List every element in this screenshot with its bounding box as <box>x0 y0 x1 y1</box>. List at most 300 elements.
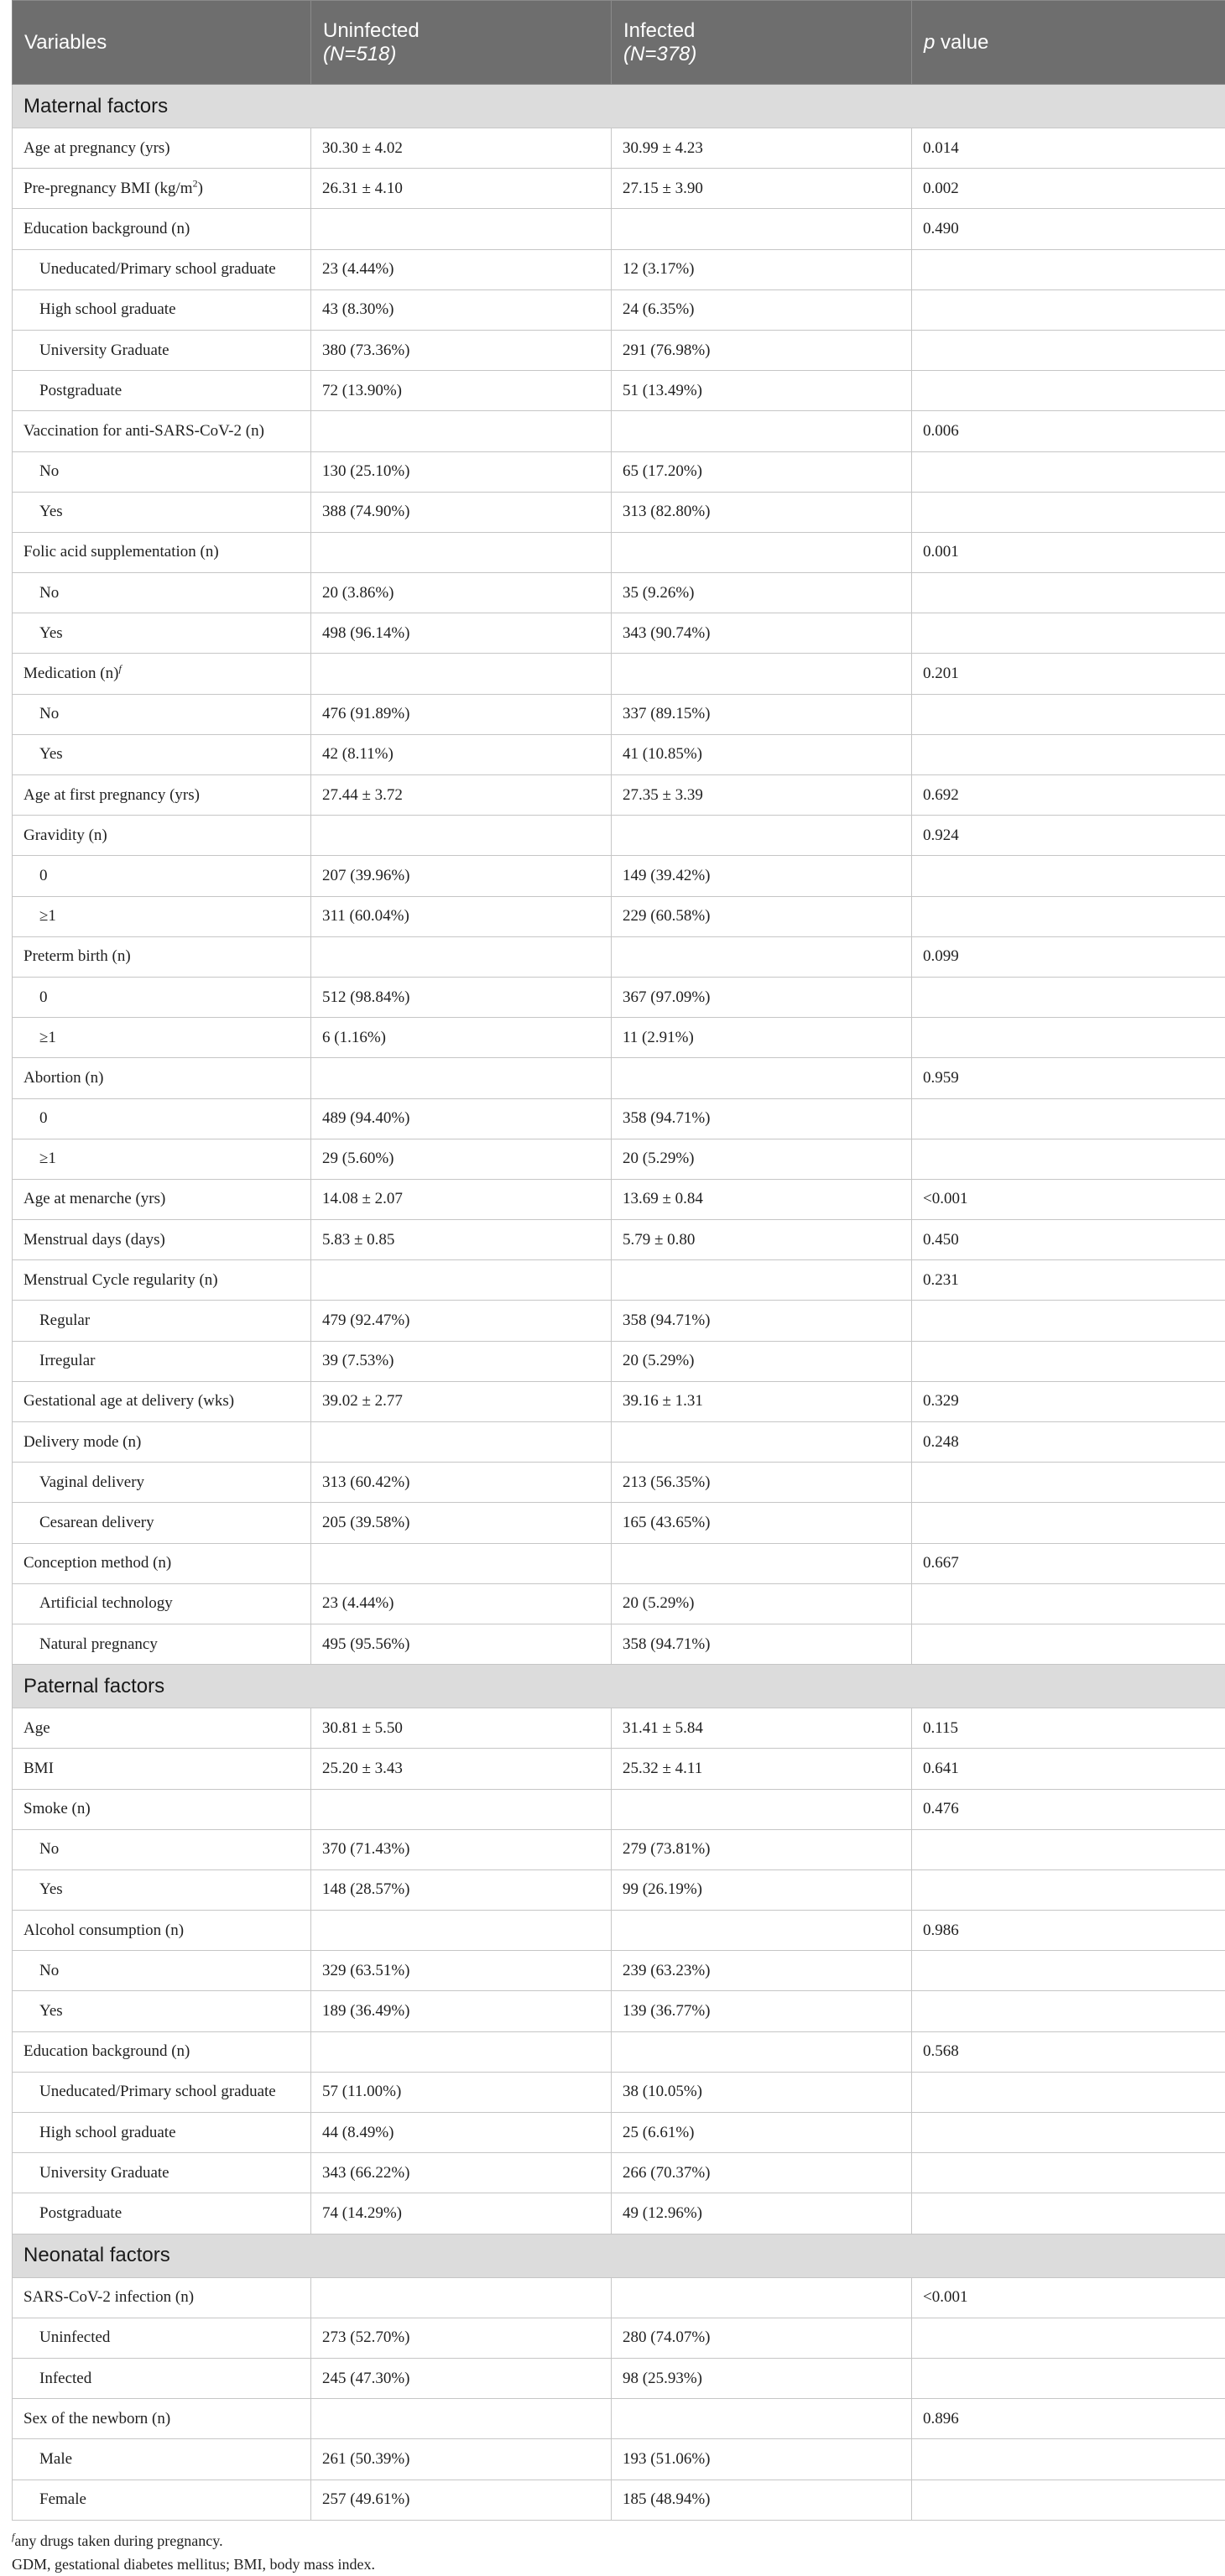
variable-cell: Menstrual days (days) <box>13 1220 311 1260</box>
uninfected-cell: 245 (47.30%) <box>311 2358 612 2398</box>
header-uninfected-n: (N=518) <box>323 43 396 65</box>
table-row <box>13 532 1225 572</box>
infected-cell <box>612 1260 912 1301</box>
p-value-cell: 0.896 <box>912 2399 1225 2439</box>
uninfected-cell: 23 (4.44%) <box>311 1583 612 1624</box>
table-row <box>13 896 1225 936</box>
variable-cell: No <box>13 1829 311 1869</box>
table-row <box>13 1789 1225 1829</box>
uninfected-cell: 43 (8.30%) <box>311 289 612 330</box>
infected-cell <box>612 1789 912 1829</box>
variable-cell: Uninfected <box>13 2318 311 2358</box>
uninfected-cell: 5.83 ± 0.85 <box>311 1220 612 1260</box>
table-row <box>13 573 1225 613</box>
infected-cell <box>612 1058 912 1098</box>
p-value-cell <box>912 330 1225 370</box>
infected-cell: 358 (94.71%) <box>612 1301 912 1341</box>
uninfected-cell: 29 (5.60%) <box>311 1139 612 1179</box>
uninfected-cell <box>311 2031 612 2072</box>
infected-cell: 20 (5.29%) <box>612 1139 912 1179</box>
infected-cell: 367 (97.09%) <box>612 977 912 1017</box>
variable-cell: University Graduate <box>13 330 311 370</box>
infected-cell: 5.79 ± 0.80 <box>612 1220 912 1260</box>
variable-cell: Infected <box>13 2358 311 2398</box>
table-row <box>13 1179 1225 1219</box>
infected-cell: 99 (26.19%) <box>612 1869 912 1910</box>
infected-cell: 139 (36.77%) <box>612 1991 912 2031</box>
table-header <box>13 1 1225 85</box>
variable-cell: Vaccination for anti-SARS-CoV-2 (n) <box>13 411 311 451</box>
infected-cell: 20 (5.29%) <box>612 1341 912 1381</box>
p-value-cell: 0.692 <box>912 775 1225 816</box>
uninfected-cell: 479 (92.47%) <box>311 1301 612 1341</box>
uninfected-cell <box>311 2277 612 2318</box>
uninfected-cell: 273 (52.70%) <box>311 2318 612 2358</box>
variable-cell: Age at pregnancy (yrs) <box>13 128 311 169</box>
uninfected-cell: 39 (7.53%) <box>311 1341 612 1381</box>
uninfected-cell: 72 (13.90%) <box>311 371 612 411</box>
uninfected-cell: 313 (60.42%) <box>311 1463 612 1503</box>
uninfected-cell: 476 (91.89%) <box>311 694 612 734</box>
table-row <box>13 856 1225 896</box>
infected-cell <box>612 936 912 977</box>
p-value-cell: 0.450 <box>912 1220 1225 1260</box>
p-value-cell: 0.006 <box>912 411 1225 451</box>
variable-cell: SARS-CoV-2 infection (n) <box>13 2277 311 2318</box>
p-value-cell <box>912 2113 1225 2153</box>
infected-cell: 24 (6.35%) <box>612 289 912 330</box>
infected-cell: 39.16 ± 1.31 <box>612 1381 912 1421</box>
infected-cell <box>612 411 912 451</box>
variable-cell: Yes <box>13 1991 311 2031</box>
variable-cell: High school graduate <box>13 2113 311 2153</box>
footnotes <box>12 2529 1225 2576</box>
p-value-cell: 0.490 <box>912 209 1225 249</box>
p-value-cell: <0.001 <box>912 2277 1225 2318</box>
uninfected-cell <box>311 1543 612 1583</box>
variable-cell: Regular <box>13 1301 311 1341</box>
p-value-cell <box>912 1869 1225 1910</box>
uninfected-cell: 23 (4.44%) <box>311 249 612 289</box>
table-row <box>13 2113 1225 2153</box>
infected-cell <box>612 209 912 249</box>
table-row <box>13 2439 1225 2480</box>
uninfected-cell: 370 (71.43%) <box>311 1829 612 1869</box>
table-row <box>13 1018 1225 1058</box>
infected-cell: 98 (25.93%) <box>612 2358 912 2398</box>
uninfected-cell: 343 (66.22%) <box>311 2153 612 2193</box>
variable-cell: Irregular <box>13 1341 311 1381</box>
p-value-cell <box>912 492 1225 532</box>
variable-cell: Conception method (n) <box>13 1543 311 1583</box>
p-value-cell <box>912 1583 1225 1624</box>
p-value-cell <box>912 2193 1225 2234</box>
table-row <box>13 977 1225 1017</box>
table-row <box>13 1583 1225 1624</box>
table-row <box>13 2358 1225 2398</box>
table-row <box>13 330 1225 370</box>
uninfected-cell <box>311 209 612 249</box>
uninfected-cell: 30.81 ± 5.50 <box>311 1708 612 1749</box>
variable-cell: 0 <box>13 977 311 1017</box>
p-value-cell: 0.231 <box>912 1260 1225 1301</box>
uninfected-cell <box>311 1911 612 1951</box>
section-row <box>13 2234 1225 2277</box>
uninfected-cell: 27.44 ± 3.72 <box>311 775 612 816</box>
table-row <box>13 2399 1225 2439</box>
infected-cell: 185 (48.94%) <box>612 2480 912 2520</box>
variable-cell: Postgraduate <box>13 371 311 411</box>
uninfected-cell: 495 (95.56%) <box>311 1624 612 1664</box>
table-row <box>13 1708 1225 1749</box>
section-row <box>13 1665 1225 1708</box>
p-value-cell <box>912 1018 1225 1058</box>
infected-cell: 12 (3.17%) <box>612 249 912 289</box>
uninfected-cell: 261 (50.39%) <box>311 2439 612 2480</box>
table-row <box>13 1543 1225 1583</box>
variable-cell: Smoke (n) <box>13 1789 311 1829</box>
table-row <box>13 1098 1225 1139</box>
variable-cell: Abortion (n) <box>13 1058 311 1098</box>
variable-cell: BMI <box>13 1749 311 1789</box>
section-title: Neonatal factors <box>13 2234 1225 2277</box>
header-infected-n: (N=378) <box>623 43 696 65</box>
uninfected-cell: 311 (60.04%) <box>311 896 612 936</box>
variable-cell: Female <box>13 2480 311 2520</box>
variable-cell: Natural pregnancy <box>13 1624 311 1664</box>
infected-cell: 337 (89.15%) <box>612 694 912 734</box>
table-row <box>13 2318 1225 2358</box>
table-row <box>13 816 1225 856</box>
table-row <box>13 451 1225 492</box>
table-row <box>13 1749 1225 1789</box>
p-value-cell: 0.986 <box>912 1911 1225 1951</box>
infected-cell <box>612 2031 912 2072</box>
table-row <box>13 2277 1225 2318</box>
infected-cell: 279 (73.81%) <box>612 1829 912 1869</box>
section-row <box>13 85 1225 128</box>
variable-cell: Menstrual Cycle regularity (n) <box>13 1260 311 1301</box>
variable-cell: Yes <box>13 492 311 532</box>
infected-cell: 313 (82.80%) <box>612 492 912 532</box>
variable-cell: Gestational age at delivery (wks) <box>13 1381 311 1421</box>
variable-cell: Medication $(n)^f$ <box>13 654 311 694</box>
uninfected-cell: 26.31 ± 4.10 <box>311 169 612 209</box>
table-row <box>13 1869 1225 1910</box>
p-value-cell <box>912 451 1225 492</box>
uninfected-cell: 57 (11.00%) <box>311 2072 612 2112</box>
header-variables: Variables <box>13 1 311 85</box>
uninfected-cell <box>311 816 612 856</box>
uninfected-cell <box>311 654 612 694</box>
table-row <box>13 936 1225 977</box>
table-row <box>13 775 1225 816</box>
uninfected-cell: 329 (63.51%) <box>311 1951 612 1991</box>
variable-cell: 0 <box>13 856 311 896</box>
p-value-cell <box>912 1624 1225 1664</box>
table-row <box>13 371 1225 411</box>
infected-cell: 41 (10.85%) <box>612 734 912 774</box>
p-value-cell <box>912 2153 1225 2193</box>
infected-cell: 65 (17.20%) <box>612 451 912 492</box>
uninfected-cell <box>311 532 612 572</box>
p-value-cell: 0.568 <box>912 2031 1225 2072</box>
variable-cell: No <box>13 573 311 613</box>
infected-cell: 291 (76.98%) <box>612 330 912 370</box>
table-row <box>13 1911 1225 1951</box>
uninfected-cell: 257 (49.61%) <box>311 2480 612 2520</box>
uninfected-cell <box>311 411 612 451</box>
uninfected-cell: 388 (74.90%) <box>311 492 612 532</box>
infected-cell: 30.99 ± 4.23 <box>612 128 912 169</box>
infected-cell: 358 (94.71%) <box>612 1098 912 1139</box>
variable-cell: No <box>13 1951 311 1991</box>
p-value-cell <box>912 1341 1225 1381</box>
infected-cell: 343 (90.74%) <box>612 613 912 654</box>
table-row <box>13 1381 1225 1421</box>
variable-cell: University Graduate <box>13 2153 311 2193</box>
p-value-cell <box>912 1503 1225 1543</box>
variable-cell: Folic acid supplementation (n) <box>13 532 311 572</box>
infected-cell: 51 (13.49%) <box>612 371 912 411</box>
infected-cell: 193 (51.06%) <box>612 2439 912 2480</box>
header-p-value: p value <box>912 1 1225 85</box>
p-value-cell: <0.001 <box>912 1179 1225 1219</box>
table-row <box>13 1260 1225 1301</box>
table-row <box>13 1301 1225 1341</box>
uninfected-cell <box>311 2399 612 2439</box>
table-row <box>13 1991 1225 2031</box>
variable-cell: ≥1 <box>13 1139 311 1179</box>
p-value-cell: 0.641 <box>912 1749 1225 1789</box>
variable-cell: ≥1 <box>13 1018 311 1058</box>
uninfected-cell: 205 (39.58%) <box>311 1503 612 1543</box>
variable-cell: Yes <box>13 1869 311 1910</box>
variable-cell: Yes <box>13 734 311 774</box>
infected-cell: 25.32 ± 4.11 <box>612 1749 912 1789</box>
table-row <box>13 2193 1225 2234</box>
variable-cell: Education background (n) <box>13 209 311 249</box>
infected-cell <box>612 1422 912 1463</box>
table-row <box>13 249 1225 289</box>
infected-cell: 38 (10.05%) <box>612 2072 912 2112</box>
table-row <box>13 492 1225 532</box>
variable-cell: High school graduate <box>13 289 311 330</box>
variable-cell: Yes <box>13 613 311 654</box>
infected-cell: 239 (63.23%) <box>612 1951 912 1991</box>
infected-cell: 11 (2.91%) <box>612 1018 912 1058</box>
table-row <box>13 2480 1225 2520</box>
uninfected-cell: 6 (1.16%) <box>311 1018 612 1058</box>
section-title: Maternal factors <box>13 85 1225 128</box>
variable-cell: Age at first pregnancy (yrs) <box>13 775 311 816</box>
uninfected-cell: 20 (3.86%) <box>311 573 612 613</box>
uninfected-cell: 207 (39.96%) <box>311 856 612 896</box>
table-row <box>13 1139 1225 1179</box>
uninfected-cell: 148 (28.57%) <box>311 1869 612 1910</box>
table-row <box>13 289 1225 330</box>
uninfected-cell: 489 (94.40%) <box>311 1098 612 1139</box>
table-row <box>13 411 1225 451</box>
p-value-cell: 0.099 <box>912 936 1225 977</box>
infected-cell: 165 (43.65%) <box>612 1503 912 1543</box>
table-row <box>13 654 1225 694</box>
p-value-cell: 0.201 <box>912 654 1225 694</box>
header-infected: Infected (N=378) <box>612 1 912 85</box>
p-value-cell <box>912 289 1225 330</box>
uninfected-cell: 39.02 ± 2.77 <box>311 1381 612 1421</box>
p-value-cell: 0.014 <box>912 128 1225 169</box>
table-row <box>13 1503 1225 1543</box>
infected-cell <box>612 2399 912 2439</box>
p-value-cell: 0.924 <box>912 816 1225 856</box>
uninfected-cell: 512 (98.84%) <box>311 977 612 1017</box>
variable-cell: Delivery mode (n) <box>13 1422 311 1463</box>
p-value-cell: 0.002 <box>912 169 1225 209</box>
infected-cell <box>612 2277 912 2318</box>
uninfected-cell <box>311 1789 612 1829</box>
infected-cell: 149 (39.42%) <box>612 856 912 896</box>
variable-cell: Sex of the newborn (n) <box>13 2399 311 2439</box>
p-value-cell <box>912 2072 1225 2112</box>
infected-cell: 266 (70.37%) <box>612 2153 912 2193</box>
table-row <box>13 734 1225 774</box>
infected-cell: 49 (12.96%) <box>612 2193 912 2234</box>
table-row <box>13 1058 1225 1098</box>
variable-cell: Male <box>13 2439 311 2480</box>
p-value-cell: 0.667 <box>912 1543 1225 1583</box>
infected-cell <box>612 532 912 572</box>
table-body <box>13 85 1225 2521</box>
variable-cell: Education background (n) <box>13 2031 311 2072</box>
table-row <box>13 1220 1225 1260</box>
table-row <box>13 694 1225 734</box>
characteristics-table <box>12 0 1225 2521</box>
uninfected-cell: 74 (14.29%) <box>311 2193 612 2234</box>
infected-cell: 27.15 ± 3.90 <box>612 169 912 209</box>
p-value-cell <box>912 1463 1225 1503</box>
footnote-medication: $^f$any drugs taken during pregnancy. <box>12 2529 1225 2553</box>
uninfected-cell <box>311 1058 612 1098</box>
infected-cell <box>612 816 912 856</box>
variable-cell: Vaginal delivery <box>13 1463 311 1503</box>
infected-cell: 213 (56.35%) <box>612 1463 912 1503</box>
variable-cell: Cesarean delivery <box>13 1503 311 1543</box>
table-row <box>13 1463 1225 1503</box>
p-value-cell <box>912 371 1225 411</box>
variable-cell: Gravidity (n) <box>13 816 311 856</box>
p-value-cell <box>912 1991 1225 2031</box>
uninfected-cell <box>311 936 612 977</box>
p-value-cell: 0.001 <box>912 532 1225 572</box>
p-value-cell <box>912 1951 1225 1991</box>
table-row <box>13 1422 1225 1463</box>
uninfected-cell: 189 (36.49%) <box>311 1991 612 2031</box>
p-value-cell <box>912 856 1225 896</box>
variable-cell: Preterm birth (n) <box>13 936 311 977</box>
table-row <box>13 128 1225 169</box>
table-row <box>13 209 1225 249</box>
uninfected-cell: 30.30 ± 4.02 <box>311 128 612 169</box>
uninfected-cell: 130 (25.10%) <box>311 451 612 492</box>
uninfected-cell: 498 (96.14%) <box>311 613 612 654</box>
variable-cell: 0 <box>13 1098 311 1139</box>
infected-cell: 358 (94.71%) <box>612 1624 912 1664</box>
p-value-cell <box>912 1098 1225 1139</box>
p-value-cell <box>912 734 1225 774</box>
p-value-cell: 0.959 <box>912 1058 1225 1098</box>
variable-cell: Artificial technology <box>13 1583 311 1624</box>
p-value-cell <box>912 249 1225 289</box>
infected-cell: 13.69 ± 0.84 <box>612 1179 912 1219</box>
variable-cell: Uneducated/Primary school graduate <box>13 249 311 289</box>
footnote-abbreviations: GDM, gestational diabetes mellitus; BMI, body mass index. <box>12 2553 1225 2576</box>
infected-cell <box>612 1911 912 1951</box>
variable-cell: Age <box>13 1708 311 1749</box>
table-row <box>13 169 1225 209</box>
table-row <box>13 1829 1225 1869</box>
infected-cell: 229 (60.58%) <box>612 896 912 936</box>
uninfected-cell: 14.08 ± 2.07 <box>311 1179 612 1219</box>
p-value-cell <box>912 2318 1225 2358</box>
header-uninfected: Uninfected (N=518) <box>311 1 612 85</box>
section-title: Paternal factors <box>13 1665 1225 1708</box>
uninfected-cell: 44 (8.49%) <box>311 2113 612 2153</box>
p-value-cell <box>912 1139 1225 1179</box>
variable-cell: Pre-pregnancy BMI $(kg/m^2)$ <box>13 169 311 209</box>
table-container <box>12 0 1225 2576</box>
variable-cell: No <box>13 694 311 734</box>
table-row <box>13 2153 1225 2193</box>
uninfected-cell: 380 (73.36%) <box>311 330 612 370</box>
infected-cell: 20 (5.29%) <box>612 1583 912 1624</box>
p-value-cell <box>912 1301 1225 1341</box>
infected-cell <box>612 654 912 694</box>
variable-cell: Uneducated/Primary school graduate <box>13 2072 311 2112</box>
p-value-cell: 0.248 <box>912 1422 1225 1463</box>
p-value-cell: 0.476 <box>912 1789 1225 1829</box>
p-value-cell <box>912 2358 1225 2398</box>
variable-cell: ≥1 <box>13 896 311 936</box>
variable-cell: Alcohol consumption (n) <box>13 1911 311 1951</box>
p-value-cell <box>912 2439 1225 2480</box>
infected-cell <box>612 1543 912 1583</box>
table-row <box>13 1624 1225 1664</box>
infected-cell: 31.41 ± 5.84 <box>612 1708 912 1749</box>
table-row <box>13 613 1225 654</box>
p-value-cell: 0.115 <box>912 1708 1225 1749</box>
table-row <box>13 2031 1225 2072</box>
variable-cell: No <box>13 451 311 492</box>
p-value-cell <box>912 896 1225 936</box>
infected-cell: 280 (74.07%) <box>612 2318 912 2358</box>
table-row <box>13 1341 1225 1381</box>
uninfected-cell <box>311 1260 612 1301</box>
uninfected-cell: 25.20 ± 3.43 <box>311 1749 612 1789</box>
p-value-cell <box>912 613 1225 654</box>
uninfected-cell <box>311 1422 612 1463</box>
variable-cell: Postgraduate <box>13 2193 311 2234</box>
p-value-cell <box>912 977 1225 1017</box>
p-value-cell <box>912 1829 1225 1869</box>
p-value-cell: 0.329 <box>912 1381 1225 1421</box>
p-value-cell <box>912 694 1225 734</box>
infected-cell: 25 (6.61%) <box>612 2113 912 2153</box>
table-row <box>13 2072 1225 2112</box>
infected-cell: 35 (9.26%) <box>612 573 912 613</box>
uninfected-cell: 42 (8.11%) <box>311 734 612 774</box>
p-value-cell <box>912 2480 1225 2520</box>
